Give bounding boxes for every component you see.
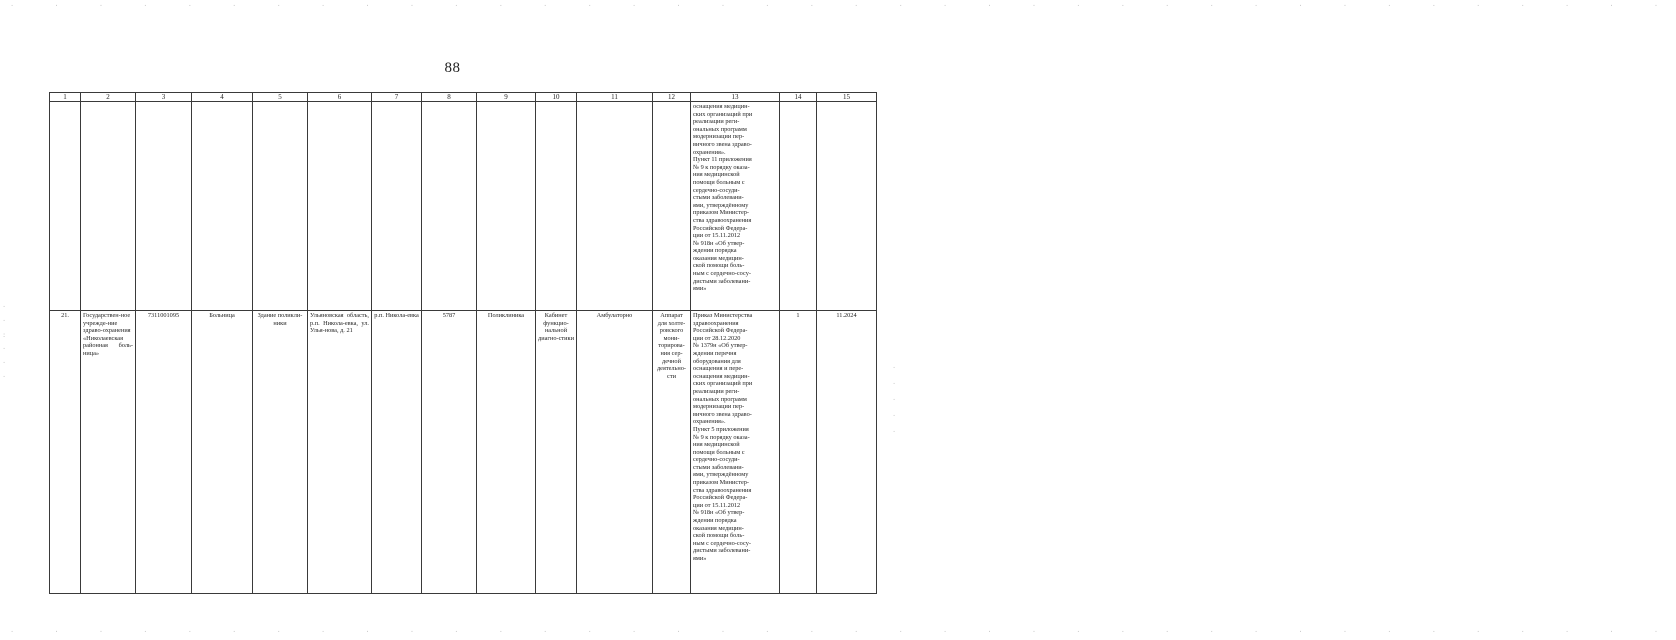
column-header: 3: [136, 93, 192, 102]
cell-equipment: Аппарат для холте-ровского мони-торирова-ния сер-дечной деятельно-сти: [653, 311, 691, 594]
cell-empty: [136, 102, 192, 311]
cell-empty: [477, 102, 536, 311]
cell-inn: 7311001095: [136, 311, 192, 594]
column-header: 1: [50, 93, 81, 102]
cell-empty: [422, 102, 477, 311]
cell-empty: [817, 102, 877, 311]
cell-unit-type: Поликлиника: [477, 311, 536, 594]
cell-empty: [81, 102, 136, 311]
cell-care-conditions: Амбулаторно: [577, 311, 653, 594]
column-header: 10: [536, 93, 577, 102]
column-header: 4: [192, 93, 253, 102]
cell-organization-name: Государствен-ное учрежде-ние здраво-охранения «Николаевская районная боль-ница»: [81, 311, 136, 594]
scan-noise-bottom: · · · · · · · · · · · · · · · · · · · · · · · · · · · · · · · · · · · · · ·: [10, 628, 1676, 636]
cell-empty: [50, 102, 81, 311]
equipment-table: [49, 92, 877, 594]
column-header: 2: [81, 93, 136, 102]
column-header: 12: [653, 93, 691, 102]
cell-quantity: 1: [780, 311, 817, 594]
column-header: 6: [308, 93, 372, 102]
column-header: 11: [577, 93, 653, 102]
column-header: 15: [817, 93, 877, 102]
table-row-continuation: [50, 102, 877, 311]
column-header: 7: [372, 93, 422, 102]
cell-settlement: р.п. Никола-евка: [372, 311, 422, 594]
column-header: 13: [691, 93, 780, 102]
cell-population: 5787: [422, 311, 477, 594]
cell-empty: [253, 102, 308, 311]
column-header: 9: [477, 93, 536, 102]
table-row-21: [50, 311, 877, 594]
scan-noise-right: · · · · ·: [892, 364, 897, 436]
cell-empty: [653, 102, 691, 311]
column-header: 5: [253, 93, 308, 102]
column-header: 14: [780, 93, 817, 102]
cell-empty: [780, 102, 817, 311]
cell-empty: [192, 102, 253, 311]
cell-date: 11.2024: [817, 311, 877, 594]
cell-legal-basis: Приказ Министерства здравоохранения Российской Федера- ции от 28.12.2020 № 1379н «Об утвер- ждении перечня оборудования для оснащения и пере- оснащения медицин- ских организаций при реализации реги- ональных программ модернизации пер- вичного звена здраво- охранения». Пункт 5 приложения № 9 к порядку оказа- ния медицинской помощи больным с сердечно-сосуди- стыми заболевани- ями, утверждённому приказом Министер- ства здравоохранения Российской Федера- ции от 15.11.2012 № 918н «Об утвер- ждении порядка оказания медицин- ской помощи боль- ным с сердечно-сосу- дистыми заболевани- ями»: [691, 311, 780, 594]
column-header: 8: [422, 93, 477, 102]
scan-noise-left: · · : · · ·: [2, 303, 7, 381]
cell-address: Ульяновская область, р.п. Никола-евка, ул. Улья-нова, д. 21: [308, 311, 372, 594]
cell-row-number: 21.: [50, 311, 81, 594]
column-number-row: [50, 93, 877, 102]
page-number: 88: [444, 60, 461, 76]
cell-empty: [577, 102, 653, 311]
cell-legal-basis: оснащения медицин- ских организаций при реализации реги- ональных программ модернизации пер- вичного звена здраво- охранения». Пункт 11 приложения № 9 к порядку оказа- ния медицинской помощи больным с сердечно-сосуди- стыми заболевани- ями, утверждённому приказом Министер- ства здравоохранения Российской Федера- ции от 15.11.2012 № 918н «Об утвер- ждении порядка оказания медицин- ской помощи боль- ным с сердечно-сосу- дистыми заболевани- ями»: [691, 102, 780, 311]
cell-empty: [372, 102, 422, 311]
cell-department: Кабинет функцио-нальной диагно-стики: [536, 311, 577, 594]
cell-empty: [308, 102, 372, 311]
cell-empty: [536, 102, 577, 311]
cell-building: Здание поликли-ники: [253, 311, 308, 594]
scan-noise-top: · · · · · · · · · · · · · · · · · · · · · · · · · · · · · · · · · · · · · ·: [10, 2, 1676, 10]
cell-organization-type: Больница: [192, 311, 253, 594]
